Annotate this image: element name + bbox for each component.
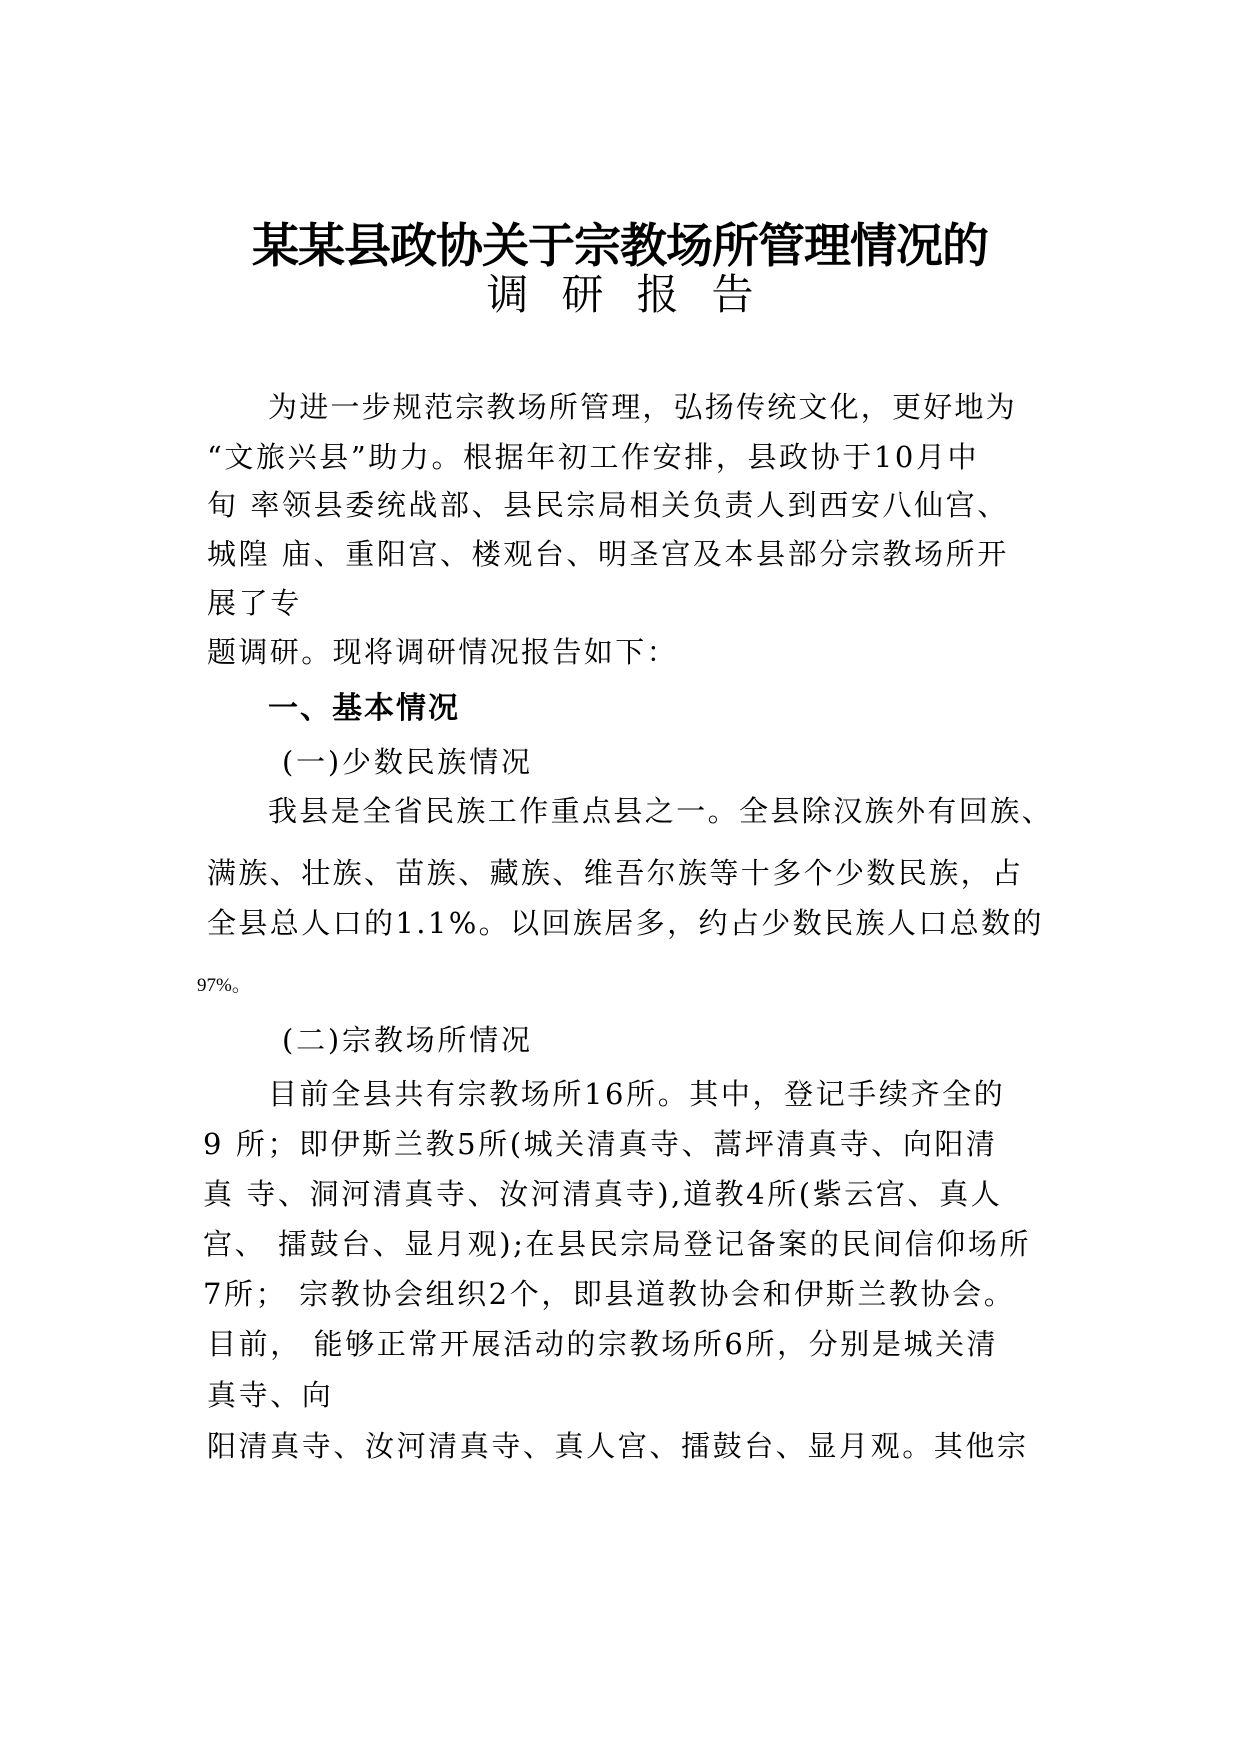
body-line: 全县总人口的1.1%。以回族居多，约占少数民族人口总数的	[207, 906, 1044, 940]
body-line: 宫、 擂鼓台、显月观);在县民宗局登记备案的民间信仰场所	[203, 1227, 1032, 1261]
intro-line: 为进一步规范宗教场所管理，弘扬传统文化，更好地为	[268, 390, 1017, 424]
intro-line: 旬 率领县委统战部、县民宗局相关负责人到西安八仙宫、	[207, 488, 1009, 522]
body-line: 真寺、向	[207, 1378, 334, 1412]
body-line: 9 所；即伊斯兰教5所(城关清真寺、蒿坪清真寺、向阳清	[203, 1127, 998, 1161]
body-line: 目前全县共有宗教场所16所。其中，登记手续齐全的	[268, 1077, 1006, 1111]
body-line: 97%。	[197, 975, 251, 996]
intro-line: 展了专	[207, 586, 302, 620]
report-title-line1: 某某县政协关于宗教场所管理情况的	[252, 219, 988, 274]
subsection-heading: (二)宗教场所情况	[282, 1023, 533, 1057]
report-title-line2: 调研报告	[486, 270, 787, 319]
body-line: 我县是全省民族工作重点县之一。全县除汉族外有回族、	[268, 794, 1054, 828]
body-line: 目前， 能够正常开展活动的宗教场所6所，分别是城关清	[207, 1327, 999, 1361]
intro-line: 题调研。现将调研情况报告如下：	[207, 635, 679, 669]
intro-line: 城隍 庙、重阳宫、楼观台、明圣宫及本县部分宗教场所开	[207, 537, 1009, 571]
body-line: 真 寺、洞河清真寺、汝河清真寺),道教4所(紫云宫、真人	[203, 1177, 1003, 1211]
body-line: 满族、壮族、苗族、藏族、维吾尔族等十多个少数民族，占	[207, 856, 1024, 890]
subsection-heading: (一)少数民族情况	[282, 745, 533, 779]
body-line: 7所； 宗教协会组织2个，即县道教协会和伊斯兰教协会。	[203, 1277, 1016, 1311]
section-heading: 一、基本情况	[268, 691, 460, 726]
intro-line: “文旅兴县”助力。根据年初工作安排，县政协于10月中	[207, 440, 980, 474]
body-line: 阳清真寺、汝河清真寺、真人宫、擂鼓台、显月观。其他宗	[207, 1429, 1029, 1463]
